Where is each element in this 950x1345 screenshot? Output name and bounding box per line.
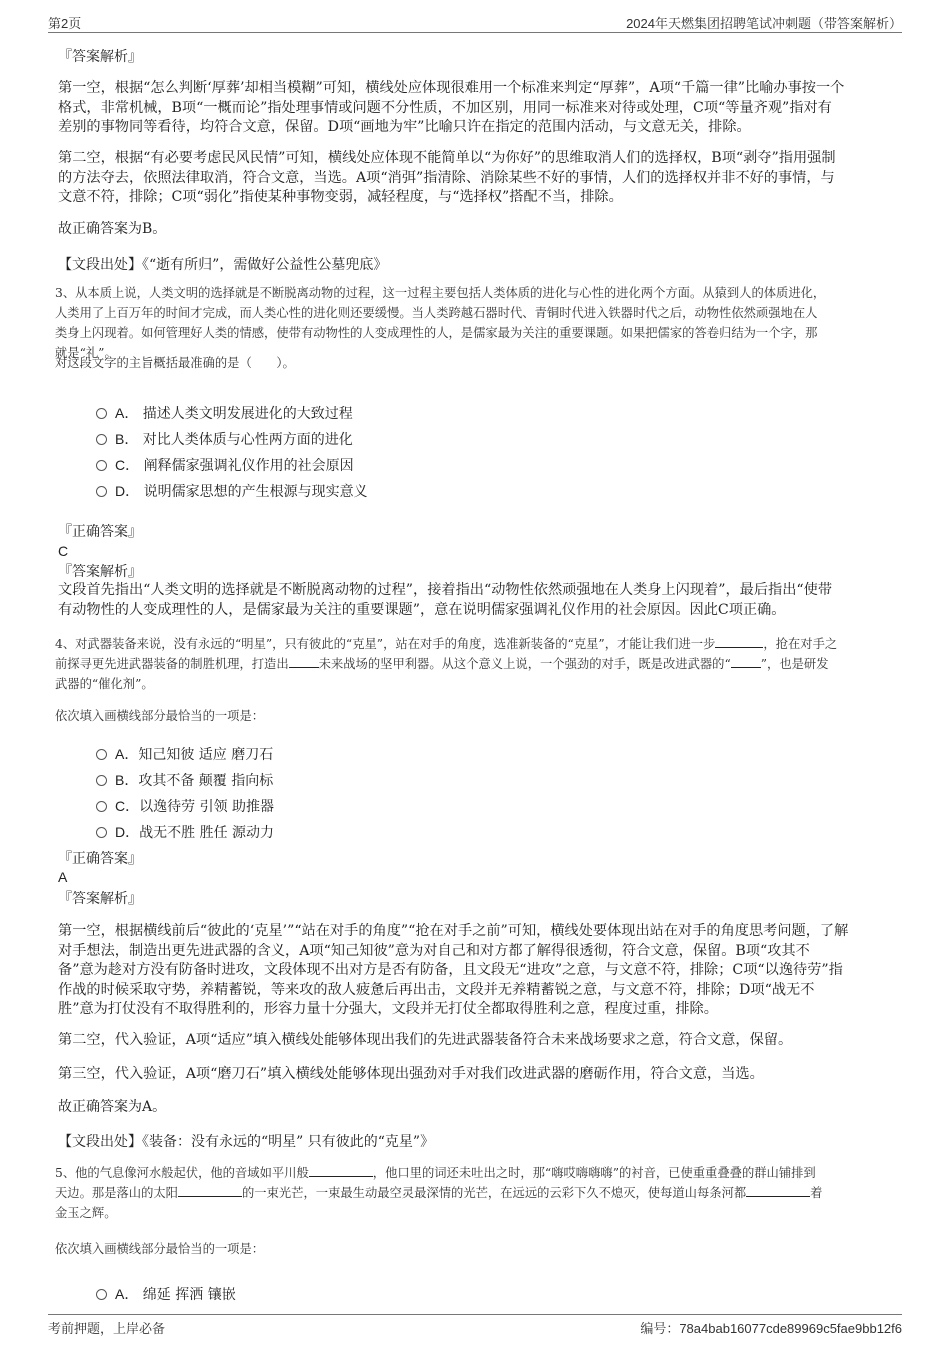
text-line: 有动物性的人变成理性的人，是儒家最为关注的重要课题”，意在说明儒家强调礼仪作用的社会原因。因此C项正确。 xyxy=(58,601,786,618)
q4-option-c[interactable]: C．以逸待劳 引领 助推器 xyxy=(96,797,274,816)
text-line: 天边。那是落山的太阳 的一束光芒，一束最生动最空灵最深情的光芒，在远远的云彩下久不熄灭，使每道山每条河都 着 xyxy=(55,1186,823,1200)
q3-option-c[interactable]: C． 阐释儒家强调礼仪作用的社会原因 xyxy=(96,456,354,475)
q4-option-d[interactable]: D．战无不胜 胜任 源动力 xyxy=(96,823,274,842)
q2-analysis-para2 xyxy=(58,149,836,208)
text-line: 前探寻更先进武器装备的制胜机理，打造出 未来战场的坚甲利器。从这个意义上说，一个强劲的对手，既是改进武器的“ ”，也是研发 xyxy=(55,657,829,671)
radio-icon[interactable] xyxy=(96,460,107,471)
text-line: 金玉之辉。 xyxy=(55,1206,117,1220)
q4-conclusion: 故正确答案为A。 xyxy=(58,1099,167,1115)
q3-stem xyxy=(55,283,825,363)
blank-1[interactable] xyxy=(715,635,763,648)
radio-icon[interactable] xyxy=(96,749,107,760)
q4-analysis-heading: 『答案解析』 xyxy=(58,891,142,907)
text-line: 备”意为趁对方没有防备时进攻，文段体现不出对方是否有防备，且文段无“进攻”之意，与文意不符，排除；C项“以逸待劳”指 xyxy=(58,962,843,978)
text-line: 第一空，根据“怎么判断‘厚葬’却相当模糊”可知，横线处应体现很难用一个标准来判定“厚葬”，A项“千篇一律”比喻办事按一个 xyxy=(58,80,845,96)
q3-option-d[interactable]: D． 说明儒家思想的产生根源与现实意义 xyxy=(96,482,368,501)
q4-analysis-para1 xyxy=(58,922,848,1020)
q5-option-a[interactable]: A． 绵延 挥洒 镶嵌 xyxy=(96,1285,236,1304)
page-footer xyxy=(48,1314,902,1337)
q3-answer-heading: 『正确答案』 xyxy=(58,524,142,540)
q3-analysis-heading: 『答案解析』 xyxy=(58,564,142,580)
radio-icon[interactable] xyxy=(96,434,107,445)
text-line: 人类用了上百万年的时间才完成，而人类心性的进化则还要缓慢。当人类跨越石器时代、青铜时代进入铁器时代之后，动物性依然顽强地在人 xyxy=(55,306,818,320)
blank-1[interactable] xyxy=(309,1164,373,1177)
page-number: 第2页 xyxy=(48,16,82,31)
blank-3[interactable] xyxy=(746,1184,810,1197)
radio-icon[interactable] xyxy=(96,775,107,786)
radio-icon[interactable] xyxy=(96,408,107,419)
text-line: 就是“礼”。 xyxy=(55,346,117,360)
q4-answer: A xyxy=(58,869,68,885)
q4-prompt: 依次填入画横线部分最恰当的一项是： xyxy=(55,709,265,723)
radio-icon[interactable] xyxy=(96,801,107,812)
text-line: 文意不符，排除；C项“弱化”指使某种事物变弱，减轻程度，与“选择权”搭配不当，排除。 xyxy=(58,189,623,205)
q3-analysis xyxy=(58,581,832,620)
blank-3[interactable] xyxy=(731,655,761,668)
q4-option-b[interactable]: B．攻其不备 颠覆 指向标 xyxy=(96,771,273,790)
footer-slogan: 考前押题，上岸必备 xyxy=(48,1322,166,1337)
text-line: 格式，非常机械，B项“一概而论”指处理事情或问题不分性质，不加区别，用同一标准来对待或处理，C项“等量齐观”指对有 xyxy=(58,99,832,116)
document-title: 2024年天燃集团招聘笔试冲刺题（带答案解析） xyxy=(626,16,902,31)
q2-analysis-para1 xyxy=(58,79,844,138)
q4-answer-heading: 『正确答案』 xyxy=(58,851,142,867)
q2-analysis-heading: 『答案解析』 xyxy=(58,49,142,65)
radio-icon[interactable] xyxy=(96,827,107,838)
text-line: 胜”意为打仗没有不取得胜利的，形容力量十分强大，文段并无打仗全都取得胜利之意，程度过重，排除。 xyxy=(58,1001,718,1017)
text-line: 第一空，根据横线前后“彼此的‘克星’”“站在对手的角度”“抢在对手之前”可知，横线处要体现出站在对手的角度思考问题，了解 xyxy=(58,923,849,939)
q2-conclusion: 故正确答案为B。 xyxy=(58,221,167,237)
q3-option-a[interactable]: A． 描述人类文明发展进化的大致过程 xyxy=(96,404,353,423)
text-line: 武器的“催化剂”。 xyxy=(55,677,154,691)
radio-icon[interactable] xyxy=(96,1289,107,1300)
text-line: 文段首先指出“人类文明的选择就是不断脱离动物的过程”，接着指出“动物性依然顽强地在人类身上闪现着”，最后指出“使带 xyxy=(58,582,833,598)
code-label: 编号： xyxy=(640,1321,680,1336)
q5-stem xyxy=(55,1163,905,1223)
q3-option-b[interactable]: B． 对比人类体质与心性两方面的进化 xyxy=(96,430,353,449)
text-line: 的方法夺去，依照法律取消，符合文意，当选。A项“消弭”指清除、消除某些不好的事情，人们的选择权并非不好的事情，与 xyxy=(58,169,835,186)
q3-prompt: 对这段文字的主旨概括最准确的是（ ）。 xyxy=(55,356,295,370)
text-line: 4、对武器装备来说，没有永远的“明星”，只有彼此的“克星”，站在对手的角度，选准新装备的“克星”，才能让我们进一步 ，抢在对手之 xyxy=(55,637,838,651)
q4-source: 【文段出处】《装备：没有永远的“明星” 只有彼此的“克星”》 xyxy=(58,1134,435,1150)
text-line: 差别的事物同等看待，均符合文意，保留。D项“画地为牢”比喻只许在指定的范围内活动，与文意无关，排除。 xyxy=(58,119,751,135)
q3-answer: C xyxy=(58,543,69,559)
text-line: 对手想法，制造出更先进武器的含义，A项“知己知彼”意为对自己和对方都了解得很透彻，符合文意，保留。B项“攻其不 xyxy=(58,942,810,959)
blank-2[interactable] xyxy=(289,655,319,668)
page-header xyxy=(48,10,902,33)
q4-analysis-para3: 第三空，代入验证，A项“磨刀石”填入横线处能够体现出强劲对手对我们改进武器的磨砺作用，符合文意，当选。 xyxy=(58,1066,764,1082)
code-value: 78a4bab16077cde89969c5fae9bb12f6 xyxy=(679,1321,902,1336)
text-line: 类身上闪现着。如何管理好人类的情感，使带有动物性的人变成理性的人，是儒家最为关注的重要课题。如果把儒家的答卷归结为一个字，那 xyxy=(55,326,818,340)
text-line: 5、他的气息像河水般起伏，他的音域如平川般 ，他口里的词还未吐出之时，那“嗨哎嗨嗨嗨”的衬音，已使重重叠叠的群山铺排到 xyxy=(55,1166,816,1180)
q4-stem xyxy=(55,634,905,694)
text-line: 作战的时候采取守势，养精蓄锐，等来攻的敌人疲惫后再出击，文段并无养精蓄锐之意，与文意不符，排除；D项“战无不 xyxy=(58,981,815,998)
q5-prompt: 依次填入画横线部分最恰当的一项是： xyxy=(55,1242,265,1256)
document-code xyxy=(640,1318,902,1337)
q2-source: 【文段出处】《“逝有所归”，需做好公益性公墓兜底》 xyxy=(58,257,388,273)
text-line: 3、从本质上说，人类文明的选择就是不断脱离动物的过程，这一过程主要包括人类体质的进化与心性的进化两个方面。从猿到人的体质进化， xyxy=(55,286,826,300)
text-line: 第二空，根据“有必要考虑民风民情”可知，横线处应体现不能简单以“为你好”的思维取消人们的选择权，B项“剥夺”指用强制 xyxy=(58,150,836,166)
q4-option-a[interactable]: A．知己知彼 适应 磨刀石 xyxy=(96,745,273,764)
blank-2[interactable] xyxy=(178,1184,242,1197)
q4-analysis-para2: 第二空，代入验证，A项“适应”填入横线处能够体现出我们的先进武器装备符合未来战场要求之意，符合文意，保留。 xyxy=(58,1032,793,1048)
radio-icon[interactable] xyxy=(96,486,107,497)
